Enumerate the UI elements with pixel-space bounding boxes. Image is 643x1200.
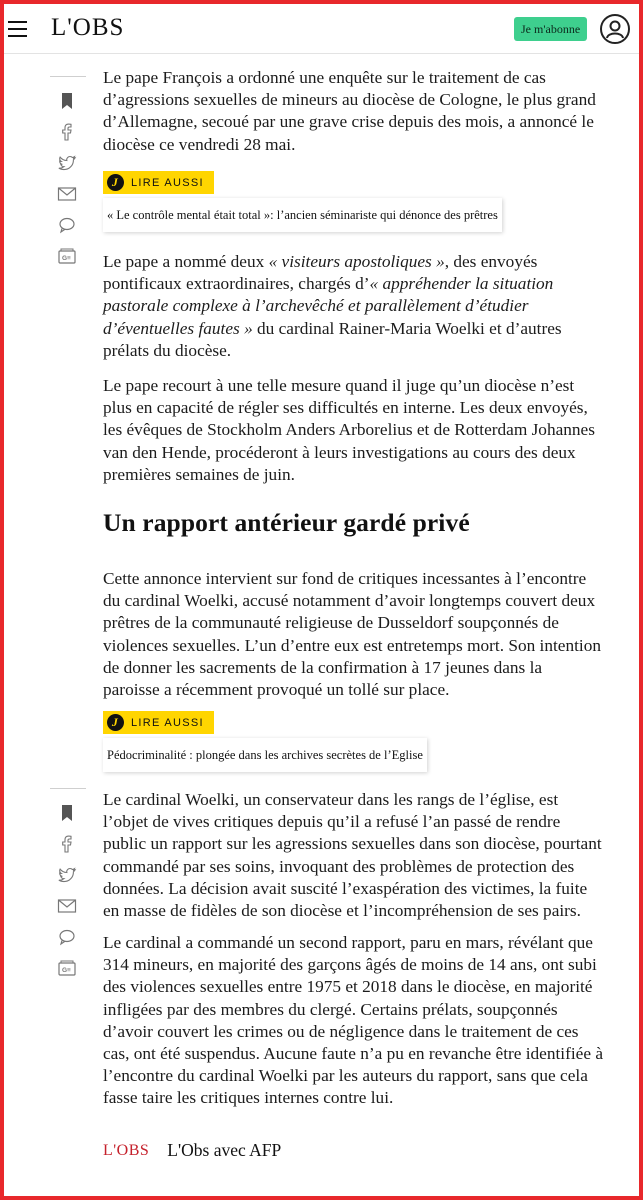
obs-j-logo-icon: J — [107, 174, 124, 191]
account-icon[interactable] — [600, 14, 630, 44]
lire-aussi-label: LIRE AUSSI — [131, 716, 204, 729]
top-navigation-bar — [4, 4, 639, 54]
author-byline — [103, 1140, 281, 1161]
lire-aussi-link[interactable]: Pédocriminalité : plongée dans les archives secrètes de l’Eglise — [103, 738, 427, 772]
svg-text:G≡: G≡ — [62, 967, 71, 974]
facebook-icon[interactable] — [50, 834, 84, 856]
twitter-icon[interactable] — [50, 865, 84, 887]
lire-aussi-badge[interactable] — [103, 171, 214, 194]
twitter-icon[interactable] — [50, 153, 84, 175]
svg-text:G≡: G≡ — [62, 255, 71, 262]
section-heading: Un rapport antérieur gardé privé — [103, 508, 470, 537]
lire-aussi-label: LIRE AUSSI — [131, 176, 204, 189]
comment-icon[interactable] — [50, 215, 84, 237]
google-news-icon[interactable] — [50, 246, 84, 268]
article-paragraph: Cette annonce intervient sur fond de critiques incessantes à l’encontre du cardinal Woelki, accusé notamment d’avoir longtemps couvert deux prêtres de la communauté religieuse de Dusseldorf soupçonnés de violences sexuelles. L’un d’entre eux est entretemps mort. Son intention de donner les sacrements de la confirmation à 17 jeunes dans la paroisse a récemment provoqué un tollé sur place. — [103, 569, 601, 700]
share-rail — [50, 788, 86, 989]
article-paragraph: Le pape François a ordonné une enquête sur le traitement de cas d’agressions sexuelles de mineurs au diocèse de Cologne, le plus grand d’Allemagne, secoué par une grave crise depuis des mois, a annoncé le diocèse ce vendredi 28 mai. — [103, 68, 596, 154]
subscribe-button[interactable]: Je m'abonne — [514, 17, 587, 41]
site-logo[interactable]: L'OBS — [51, 14, 125, 41]
article-paragraph: Le cardinal a commandé un second rapport, paru en mars, révélant que 314 mineurs, en majorité des garçons âgés de moins de 14 ans, ont subi des violences sexuelles entre 1975 et 2018 dans le diocèse, en majorité infligées par des membres du clergé. Certains prélats, soupçonnés d’avoir couvert les crimes ou de négligence dans le traitement de ces cas, ont été suspendus. Aucune faute n’a pu en revanche être identifiée à l’encontre du cardinal Woelki par les auteurs du rapport, sans que cela fasse taire les critiques internes contre lui. — [103, 933, 603, 1108]
lire-aussi-link[interactable]: « Le contrôle mental était total »: l’ancien séminariste qui dénonce des prêtres — [103, 198, 502, 232]
obs-j-logo-icon: J — [107, 714, 124, 731]
mail-icon[interactable] — [50, 184, 84, 206]
author-logo: L'OBS — [103, 1141, 150, 1159]
mail-icon[interactable] — [50, 896, 84, 918]
article-paragraph: Le pape recourt à une telle mesure quand il juge qu’un diocèse n’est plus en capacité de régler ses difficultés en interne. Les deux envoyés, les évêques de Stockholm Anders Arborelius et de Rotterdam Johannes van den Hende, procéderont à leurs investigations au cours des deux premières semaines de juin. — [103, 376, 595, 484]
menu-icon[interactable] — [8, 21, 27, 37]
google-news-icon[interactable] — [50, 958, 84, 980]
author-name[interactable]: L'Obs avec AFP — [167, 1140, 282, 1160]
share-rail — [50, 76, 86, 277]
bookmark-icon[interactable] — [50, 91, 84, 113]
lire-aussi-badge[interactable] — [103, 711, 214, 734]
facebook-icon[interactable] — [50, 122, 84, 144]
comment-icon[interactable] — [50, 927, 84, 949]
article-paragraph: Le pape a nommé deux « visiteurs apostoliques », des envoyés pontificaux extraordinaires, chargés d’« appréhender la situation pastorale complexe à l’archevêché et parallèlement d’étudier d’éventuelles fautes » du cardinal Rainer-Maria Woelki et d’autres prélats du diocèse. — [103, 252, 562, 360]
bookmark-icon[interactable] — [50, 803, 84, 825]
article-paragraph: Le cardinal Woelki, un conservateur dans les rangs de l’église, est l’objet de vives critiques depuis qu’il a refusé l’an passé de rendre public un rapport sur les agressions sexuelles dans son diocèse, pourtant commandé par ses soins, invoquant des problèmes de protection des données. La décision avait suscité l’exaspération des victimes, la fuite en masse de fidèles de son diocèse et l’incompréhension de ses pairs. — [103, 790, 602, 921]
